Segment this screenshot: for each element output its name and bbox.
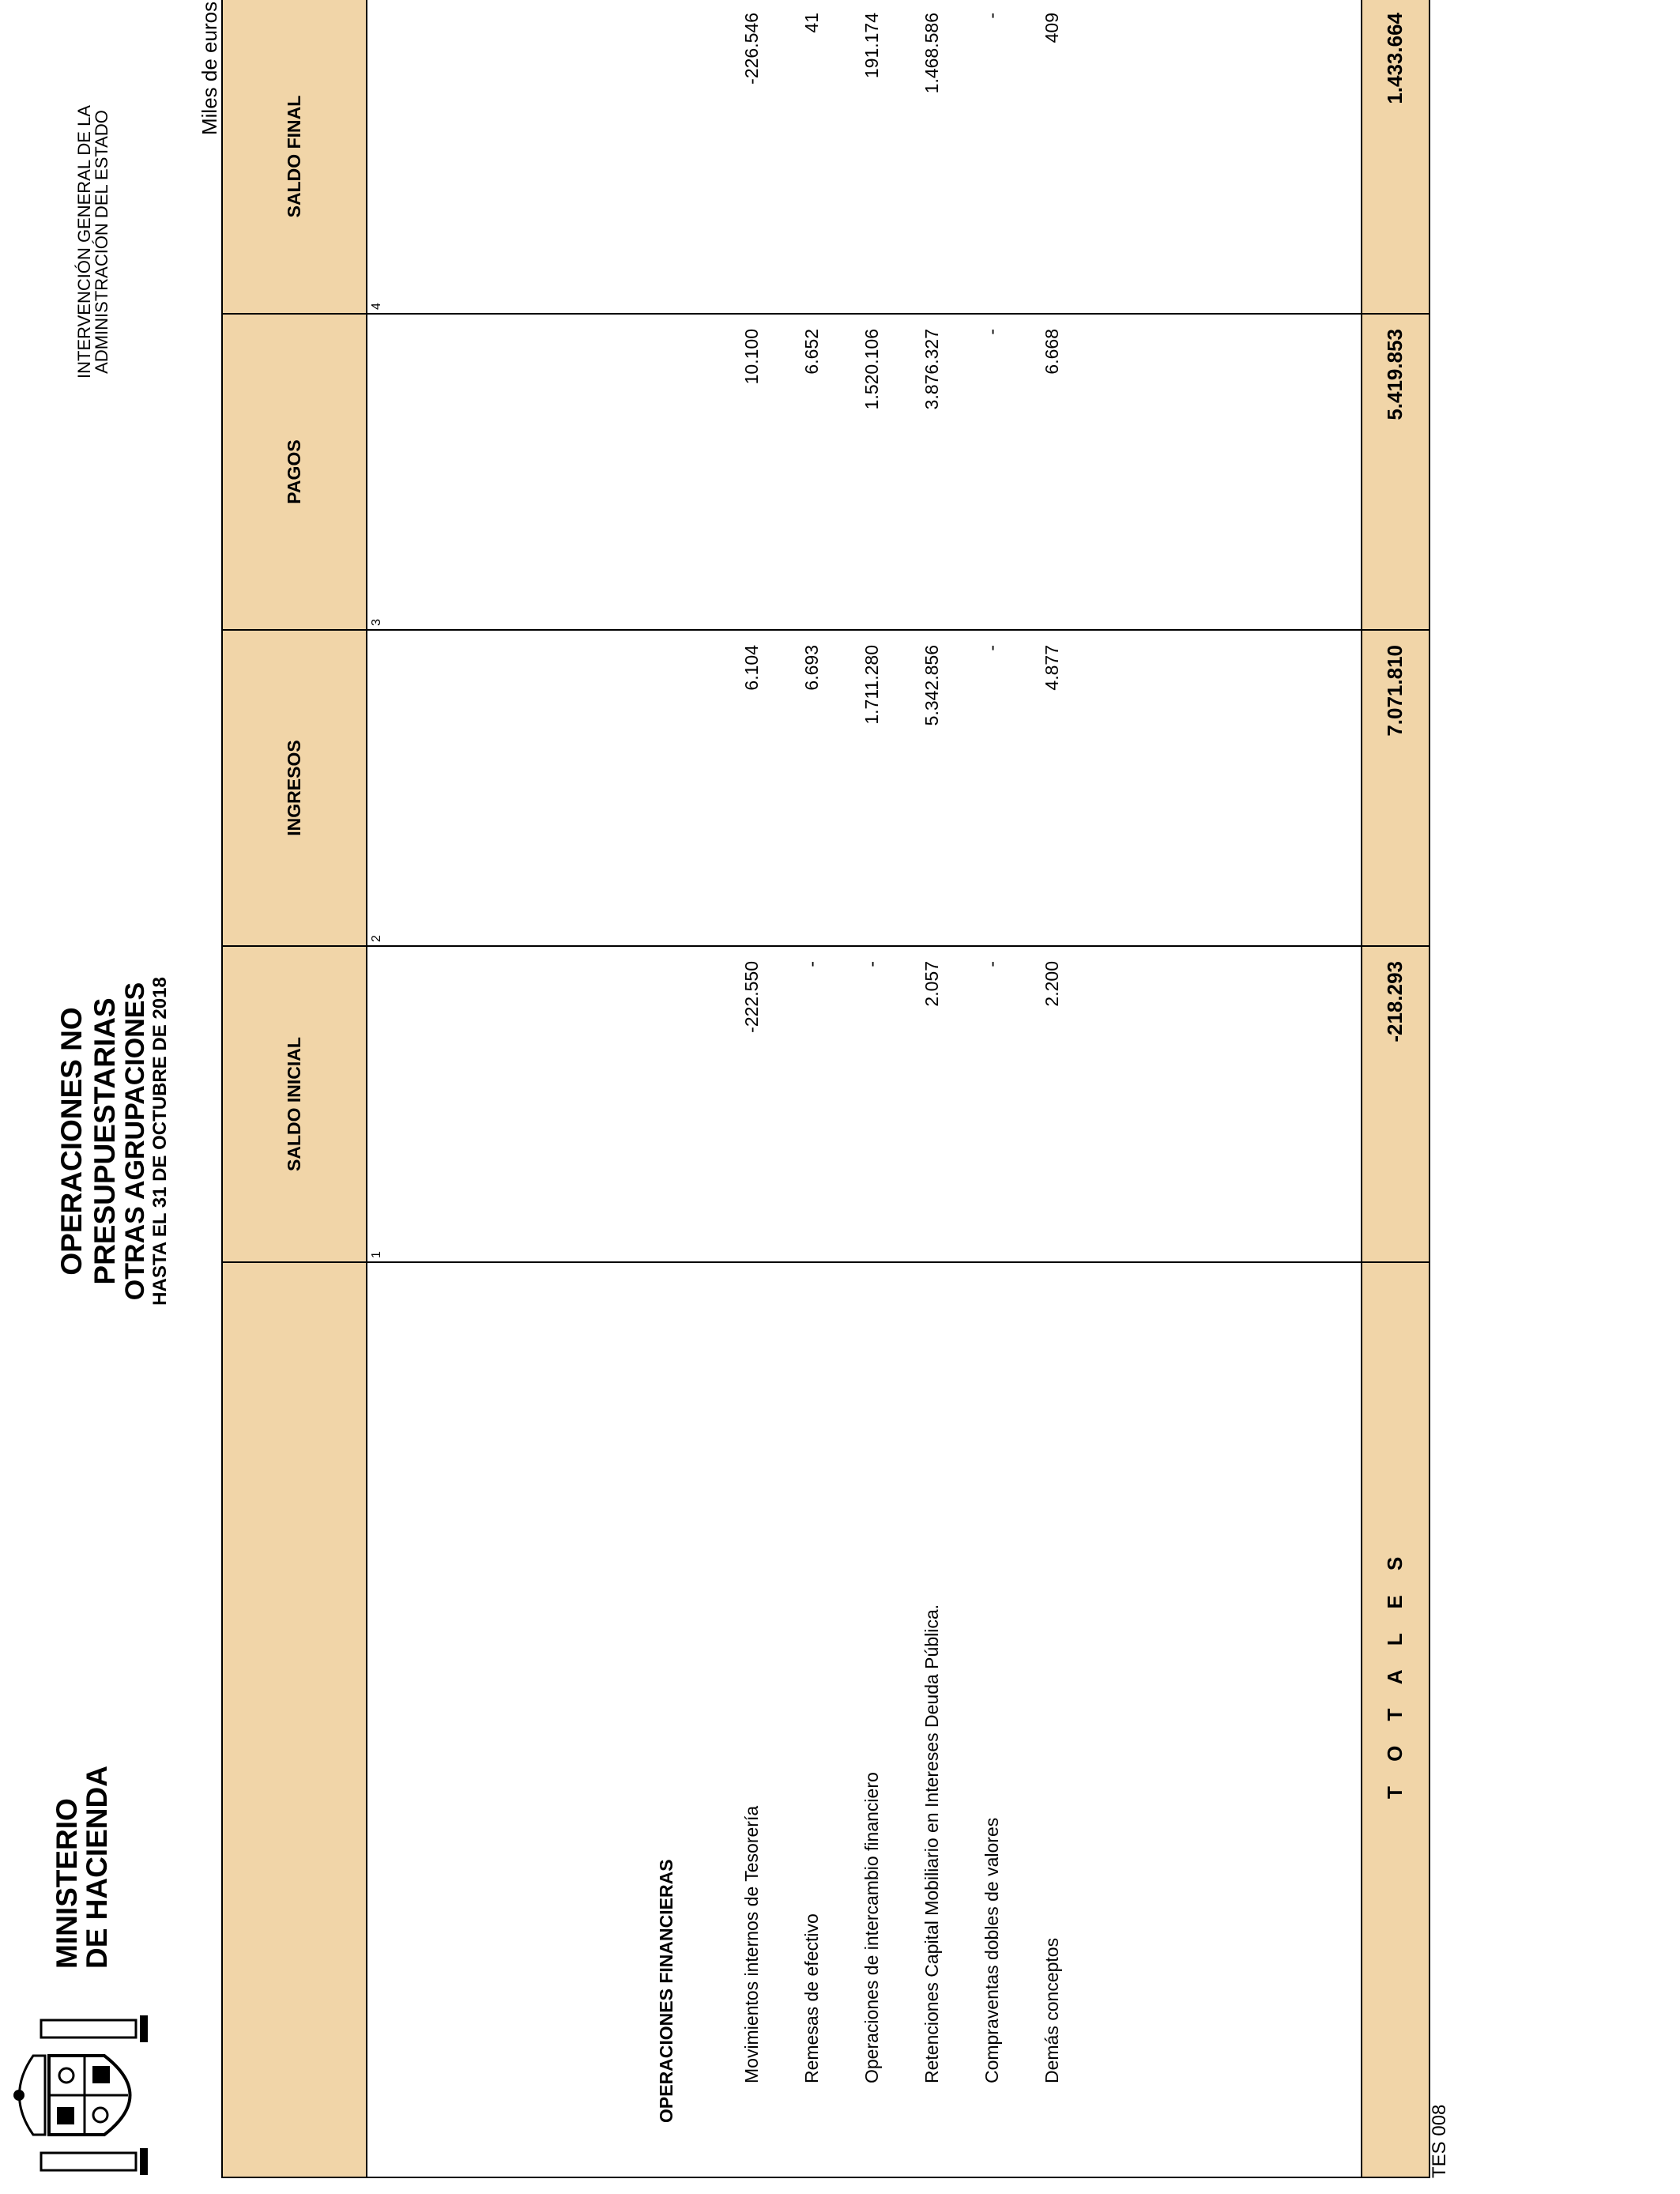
cell-ingresos: 4.877: [1042, 645, 1062, 691]
cell-saldo-final: 41: [801, 13, 822, 33]
grid-line: [221, 2177, 1430, 2178]
grid-line: [221, 1261, 1430, 1263]
ministry-name: [52, 1766, 112, 1969]
grid-line: [1429, 0, 1430, 2178]
cell-pagos: 1.520.106: [861, 329, 882, 410]
col-header-saldo-inicial: SALDO INICIAL: [284, 1037, 304, 1171]
cell-saldo-final: 409: [1042, 13, 1062, 43]
cell-ingresos: 5.342.856: [921, 645, 942, 726]
ministry-line-1: MINISTERIO: [51, 1798, 83, 1969]
cell-saldo-inicial: -222.550: [741, 961, 762, 1033]
total-pagos: 5.419.853: [1383, 329, 1407, 420]
row-label: Compraventas dobles de valores: [981, 1817, 1002, 2083]
cell-saldo-final: -: [981, 13, 1002, 19]
data-table: [221, 0, 1430, 2178]
totals-label: T O T A L E S: [1383, 1547, 1407, 1799]
cell-pagos: 10.100: [741, 329, 762, 385]
report-title: OPERACIONES NO PRESUPUESTARIAS: [55, 997, 121, 1285]
row-label: Movimientos internos de Tesorería: [741, 1805, 762, 2083]
row-label: Remesas de efectivo: [801, 1913, 822, 2083]
row-label: Demás conceptos: [1042, 1937, 1062, 2083]
cell-pagos: 6.668: [1042, 329, 1062, 375]
cell-saldo-inicial: -: [801, 961, 822, 967]
cell-ingresos: 6.104: [741, 645, 762, 691]
grid-line: [1361, 0, 1362, 2178]
col-header-pagos: PAGOS: [284, 439, 304, 504]
cell-saldo-inicial: 2.057: [921, 961, 942, 1007]
report-subtitle: OTRAS AGRUPACIONES: [120, 982, 150, 1301]
cell-saldo-final: 191.174: [861, 13, 882, 79]
cell-saldo-inicial: -: [981, 961, 1002, 967]
col-header-saldo-final: SALDO FINAL: [284, 95, 304, 218]
cell-saldo-final: 1.468.586: [921, 13, 942, 94]
col-number: 3: [370, 619, 383, 626]
ministry-line-2: DE HACIENDA: [81, 1766, 113, 1969]
agency-line-1: INTERVENCIÓN GENERAL DE LA: [74, 105, 94, 379]
col-number: 1: [370, 1251, 383, 1258]
grid-line: [221, 313, 1430, 315]
total-ingresos: 7.071.810: [1383, 645, 1407, 737]
total-saldo-inicial: -218.293: [1383, 961, 1407, 1042]
cell-ingresos: -: [981, 645, 1002, 651]
agency-name: [76, 76, 111, 408]
cell-saldo-final: -226.546: [741, 13, 762, 85]
report-titles: [55, 896, 172, 1386]
cell-pagos: -: [981, 329, 1002, 335]
col-number: 4: [370, 303, 383, 310]
report-period: HASTA EL 31 DE OCTUBRE DE 2018: [149, 977, 171, 1306]
cell-saldo-inicial: -: [861, 961, 882, 967]
grid-line: [221, 945, 1430, 947]
col-header-ingresos: INGRESOS: [284, 740, 304, 836]
cell-ingresos: 6.693: [801, 645, 822, 691]
col-number: 2: [370, 935, 383, 942]
section-title: OPERACIONES FINANCIERAS: [656, 1859, 676, 2123]
row-label: Operaciones de intercambio financiero: [861, 1772, 882, 2083]
cell-saldo-inicial: 2.200: [1042, 961, 1062, 1007]
document-code: TES 008: [1429, 2104, 1450, 2178]
label-header-cell: [221, 1263, 367, 2178]
cell-pagos: 6.652: [801, 329, 822, 375]
total-saldo-final: 1.433.664: [1383, 13, 1407, 104]
row-label: Retenciones Capital Mobiliario en Intereses Deuda Pública.: [921, 1604, 942, 2083]
cell-pagos: 3.876.327: [921, 329, 942, 410]
coat-of-arms-icon: [9, 2012, 160, 2178]
cell-ingresos: 1.711.280: [861, 645, 882, 725]
units-label: Miles de euros: [198, 1, 221, 135]
grid-line: [221, 629, 1430, 631]
agency-line-2: ADMINISTRACIÓN DEL ESTADO: [92, 110, 111, 374]
